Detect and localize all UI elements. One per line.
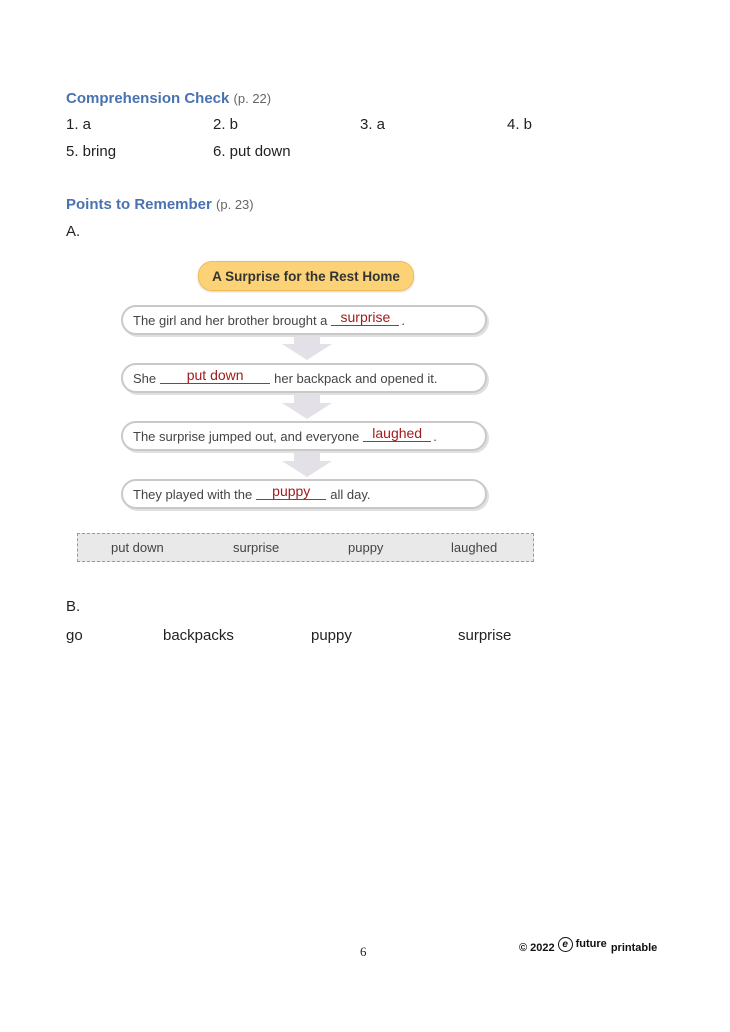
sentence-4-answer: puppy — [256, 483, 326, 500]
answer-5: 5. bring — [66, 143, 117, 160]
sentence-1-answer: surprise — [331, 309, 399, 326]
brand-suffix: printable — [610, 941, 658, 954]
word-bank-item: laughed — [451, 540, 498, 555]
sentence-1-after: . — [401, 312, 406, 328]
part-b-answer-4: surprise — [458, 627, 512, 644]
answer-1: 1. a — [66, 116, 92, 133]
sentence-box-4 — [121, 479, 487, 509]
part-a-label: A. — [66, 223, 81, 240]
copyright-prefix: © 2022 — [519, 941, 555, 954]
sentence-2-before: She — [133, 370, 157, 386]
part-b-answer-2: backpacks — [163, 627, 234, 644]
sentence-4-before: They played with the — [133, 486, 253, 502]
points-title: Points to Remember — [66, 196, 212, 213]
page-number: 6 — [360, 944, 367, 959]
down-arrow-icon — [282, 334, 332, 360]
comprehension-check-title: Comprehension Check — [66, 90, 230, 107]
copyright-notice — [519, 937, 658, 955]
sentence-box-2 — [121, 363, 487, 393]
down-arrow-icon — [282, 451, 332, 477]
sentence-4-after: all day. — [330, 486, 371, 502]
answer-3: 3. a — [360, 116, 386, 133]
sentence-2-answer: put down — [160, 367, 270, 384]
word-bank-item: surprise — [233, 540, 280, 555]
answer-2: 2. b — [213, 116, 239, 133]
points-page-ref: (p. 23) — [216, 197, 254, 212]
word-bank-item: put down — [111, 540, 164, 555]
answer-4: 4. b — [507, 116, 533, 133]
comprehension-page-ref: (p. 22) — [233, 91, 272, 106]
word-bank — [77, 533, 534, 562]
e-logo-icon: e — [558, 937, 573, 952]
points-to-remember-heading — [66, 196, 254, 213]
answer-6: 6. put down — [213, 143, 291, 160]
sentence-box-1 — [121, 305, 487, 335]
down-arrow-icon — [282, 393, 332, 419]
sentence-3-before: The surprise jumped out, and everyone — [133, 428, 360, 444]
diagram-title-pill: A Surprise for the Rest Home — [198, 261, 414, 291]
part-b-answer-3: puppy — [311, 627, 352, 644]
part-b-label: B. — [66, 598, 81, 615]
sentence-2-after: her backpack and opened it. — [274, 370, 438, 386]
sentence-1-before: The girl and her brother brought a — [133, 312, 328, 328]
part-b-answer-1: go — [66, 627, 83, 644]
sentence-3-after: . — [433, 428, 437, 444]
comprehension-check-heading — [66, 90, 271, 107]
brand-word: future — [575, 937, 607, 950]
word-bank-item: puppy — [348, 540, 384, 555]
sentence-box-3 — [121, 421, 487, 451]
sentence-3-answer: laughed — [363, 425, 431, 442]
